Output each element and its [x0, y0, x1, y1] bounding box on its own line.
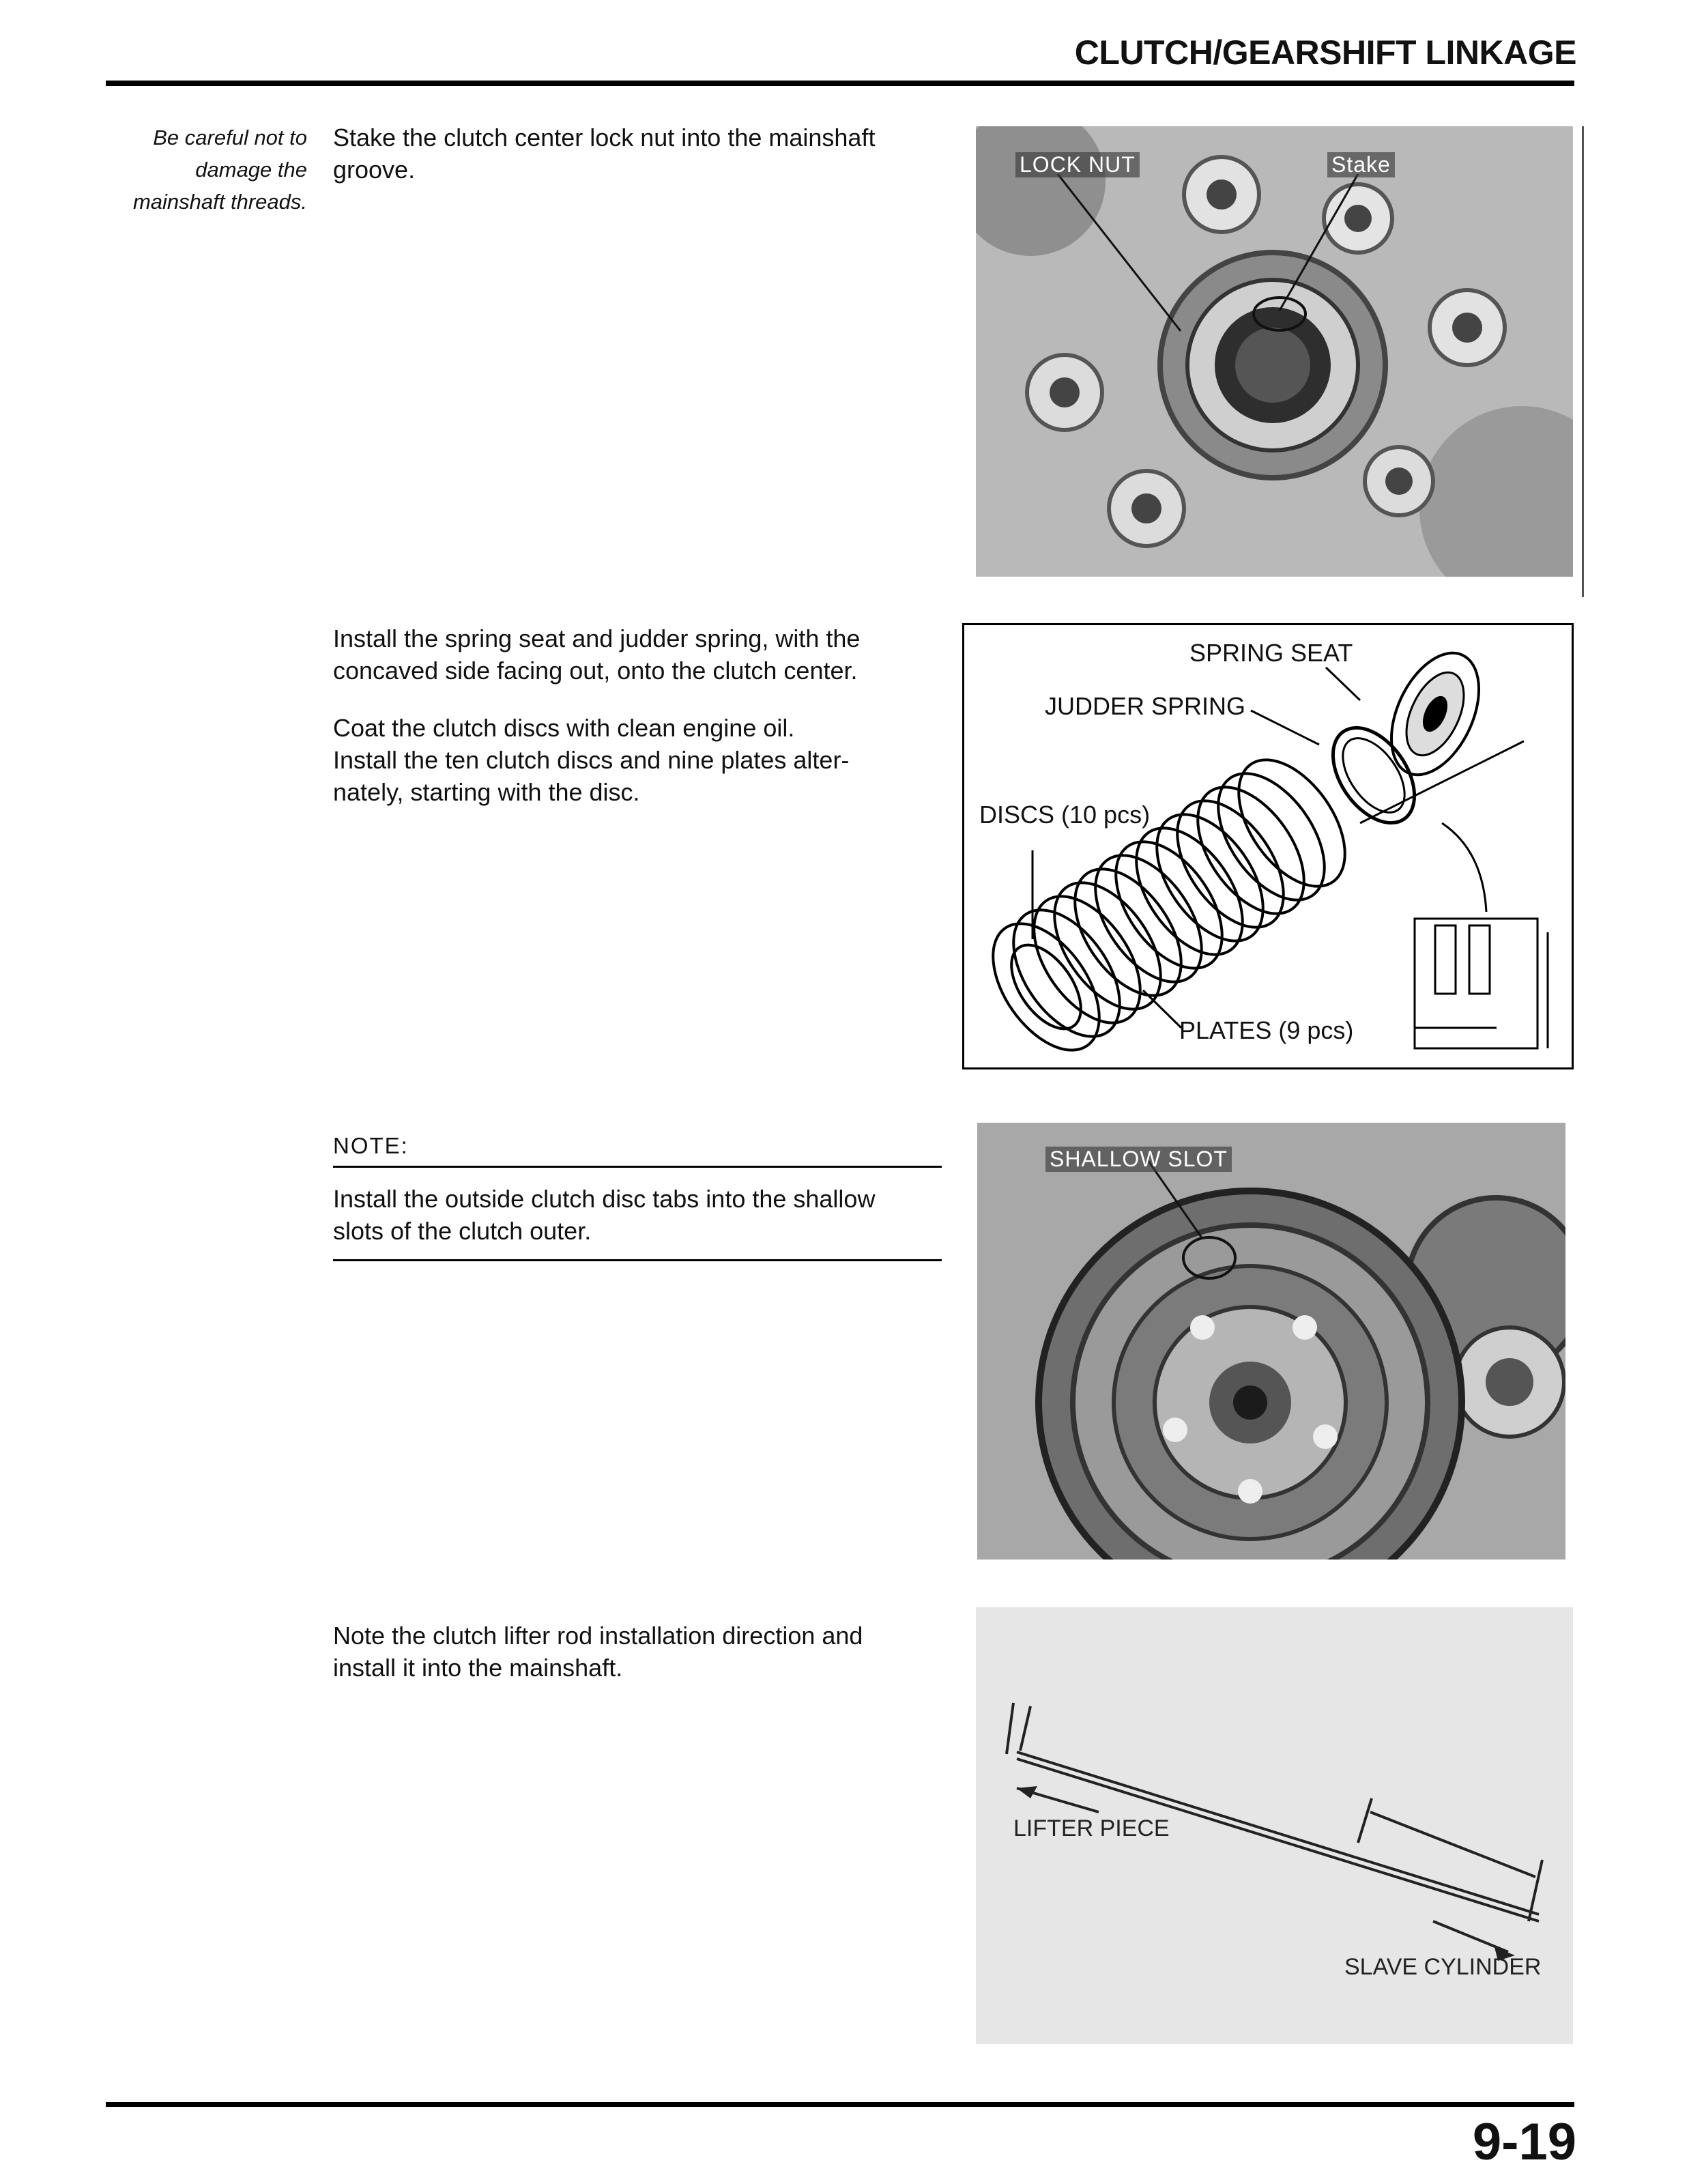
note-rule-bottom — [333, 1259, 942, 1261]
text-line: groove. — [333, 156, 416, 184]
text-line: slots of the clutch outer. — [333, 1217, 592, 1245]
note-label: NOTE: — [333, 1133, 409, 1158]
text-line: nately, starting with the disc. — [333, 778, 640, 806]
side-note-line: mainshaft threads. — [132, 190, 307, 214]
side-note-line: Be careful not to — [153, 126, 307, 149]
side-note-line: damage the — [195, 158, 307, 182]
header-rule — [106, 81, 1574, 86]
label-spring-seat: SPRING SEAT — [1189, 639, 1353, 667]
label-plates: PLATES (9 pcs) — [1179, 1016, 1354, 1044]
step-stake-text — [333, 121, 947, 186]
text-line: Note the clutch lifter rod installation direction and — [333, 1622, 863, 1650]
label-lock-nut: LOCK NUT — [1015, 152, 1140, 177]
lifter-rod-photo — [976, 1607, 1573, 2044]
text-line: Install the spring seat and judder spring, with the — [333, 624, 861, 652]
label-judder-spring: JUDDER SPRING — [1045, 692, 1246, 720]
step-discs-text — [333, 712, 947, 808]
text-line: Coat the clutch discs with clean engine oil. — [333, 714, 795, 742]
photo-edge-line — [1582, 126, 1584, 597]
text-line: install it into the mainshaft. — [333, 1654, 623, 1682]
page-number: 9-19 — [1472, 2113, 1576, 2171]
label-slave-cylinder: SLAVE CYLINDER — [1344, 1954, 1542, 1980]
note-rule-top — [333, 1166, 942, 1168]
label-shallow-slot: SHALLOW SLOT — [1045, 1147, 1232, 1172]
clutch-disc-diagram — [962, 623, 1574, 1069]
label-lifter-piece: LIFTER PIECE — [1013, 1815, 1170, 1841]
shallow-slot-photo — [977, 1123, 1565, 1560]
note-text — [333, 1183, 947, 1247]
step-lifter-text — [333, 1620, 947, 1684]
text-line: Stake the clutch center lock nut into the mainshaft — [333, 124, 876, 152]
text-line: concaved side facing out, onto the clutch center. — [333, 657, 858, 685]
label-stake: Stake — [1327, 152, 1395, 177]
side-note-caution — [102, 121, 307, 218]
label-discs: DISCS (10 pcs) — [979, 801, 1151, 829]
step-spring-text — [333, 622, 947, 687]
text-line: Install the ten clutch discs and nine plates alter- — [333, 746, 850, 774]
page-title: CLUTCH/GEARSHIFT LINKAGE — [1074, 33, 1576, 72]
lock-nut-photo — [976, 126, 1573, 577]
footer-rule — [106, 2102, 1574, 2107]
text-line: Install the outside clutch disc tabs into the shallow — [333, 1185, 876, 1213]
